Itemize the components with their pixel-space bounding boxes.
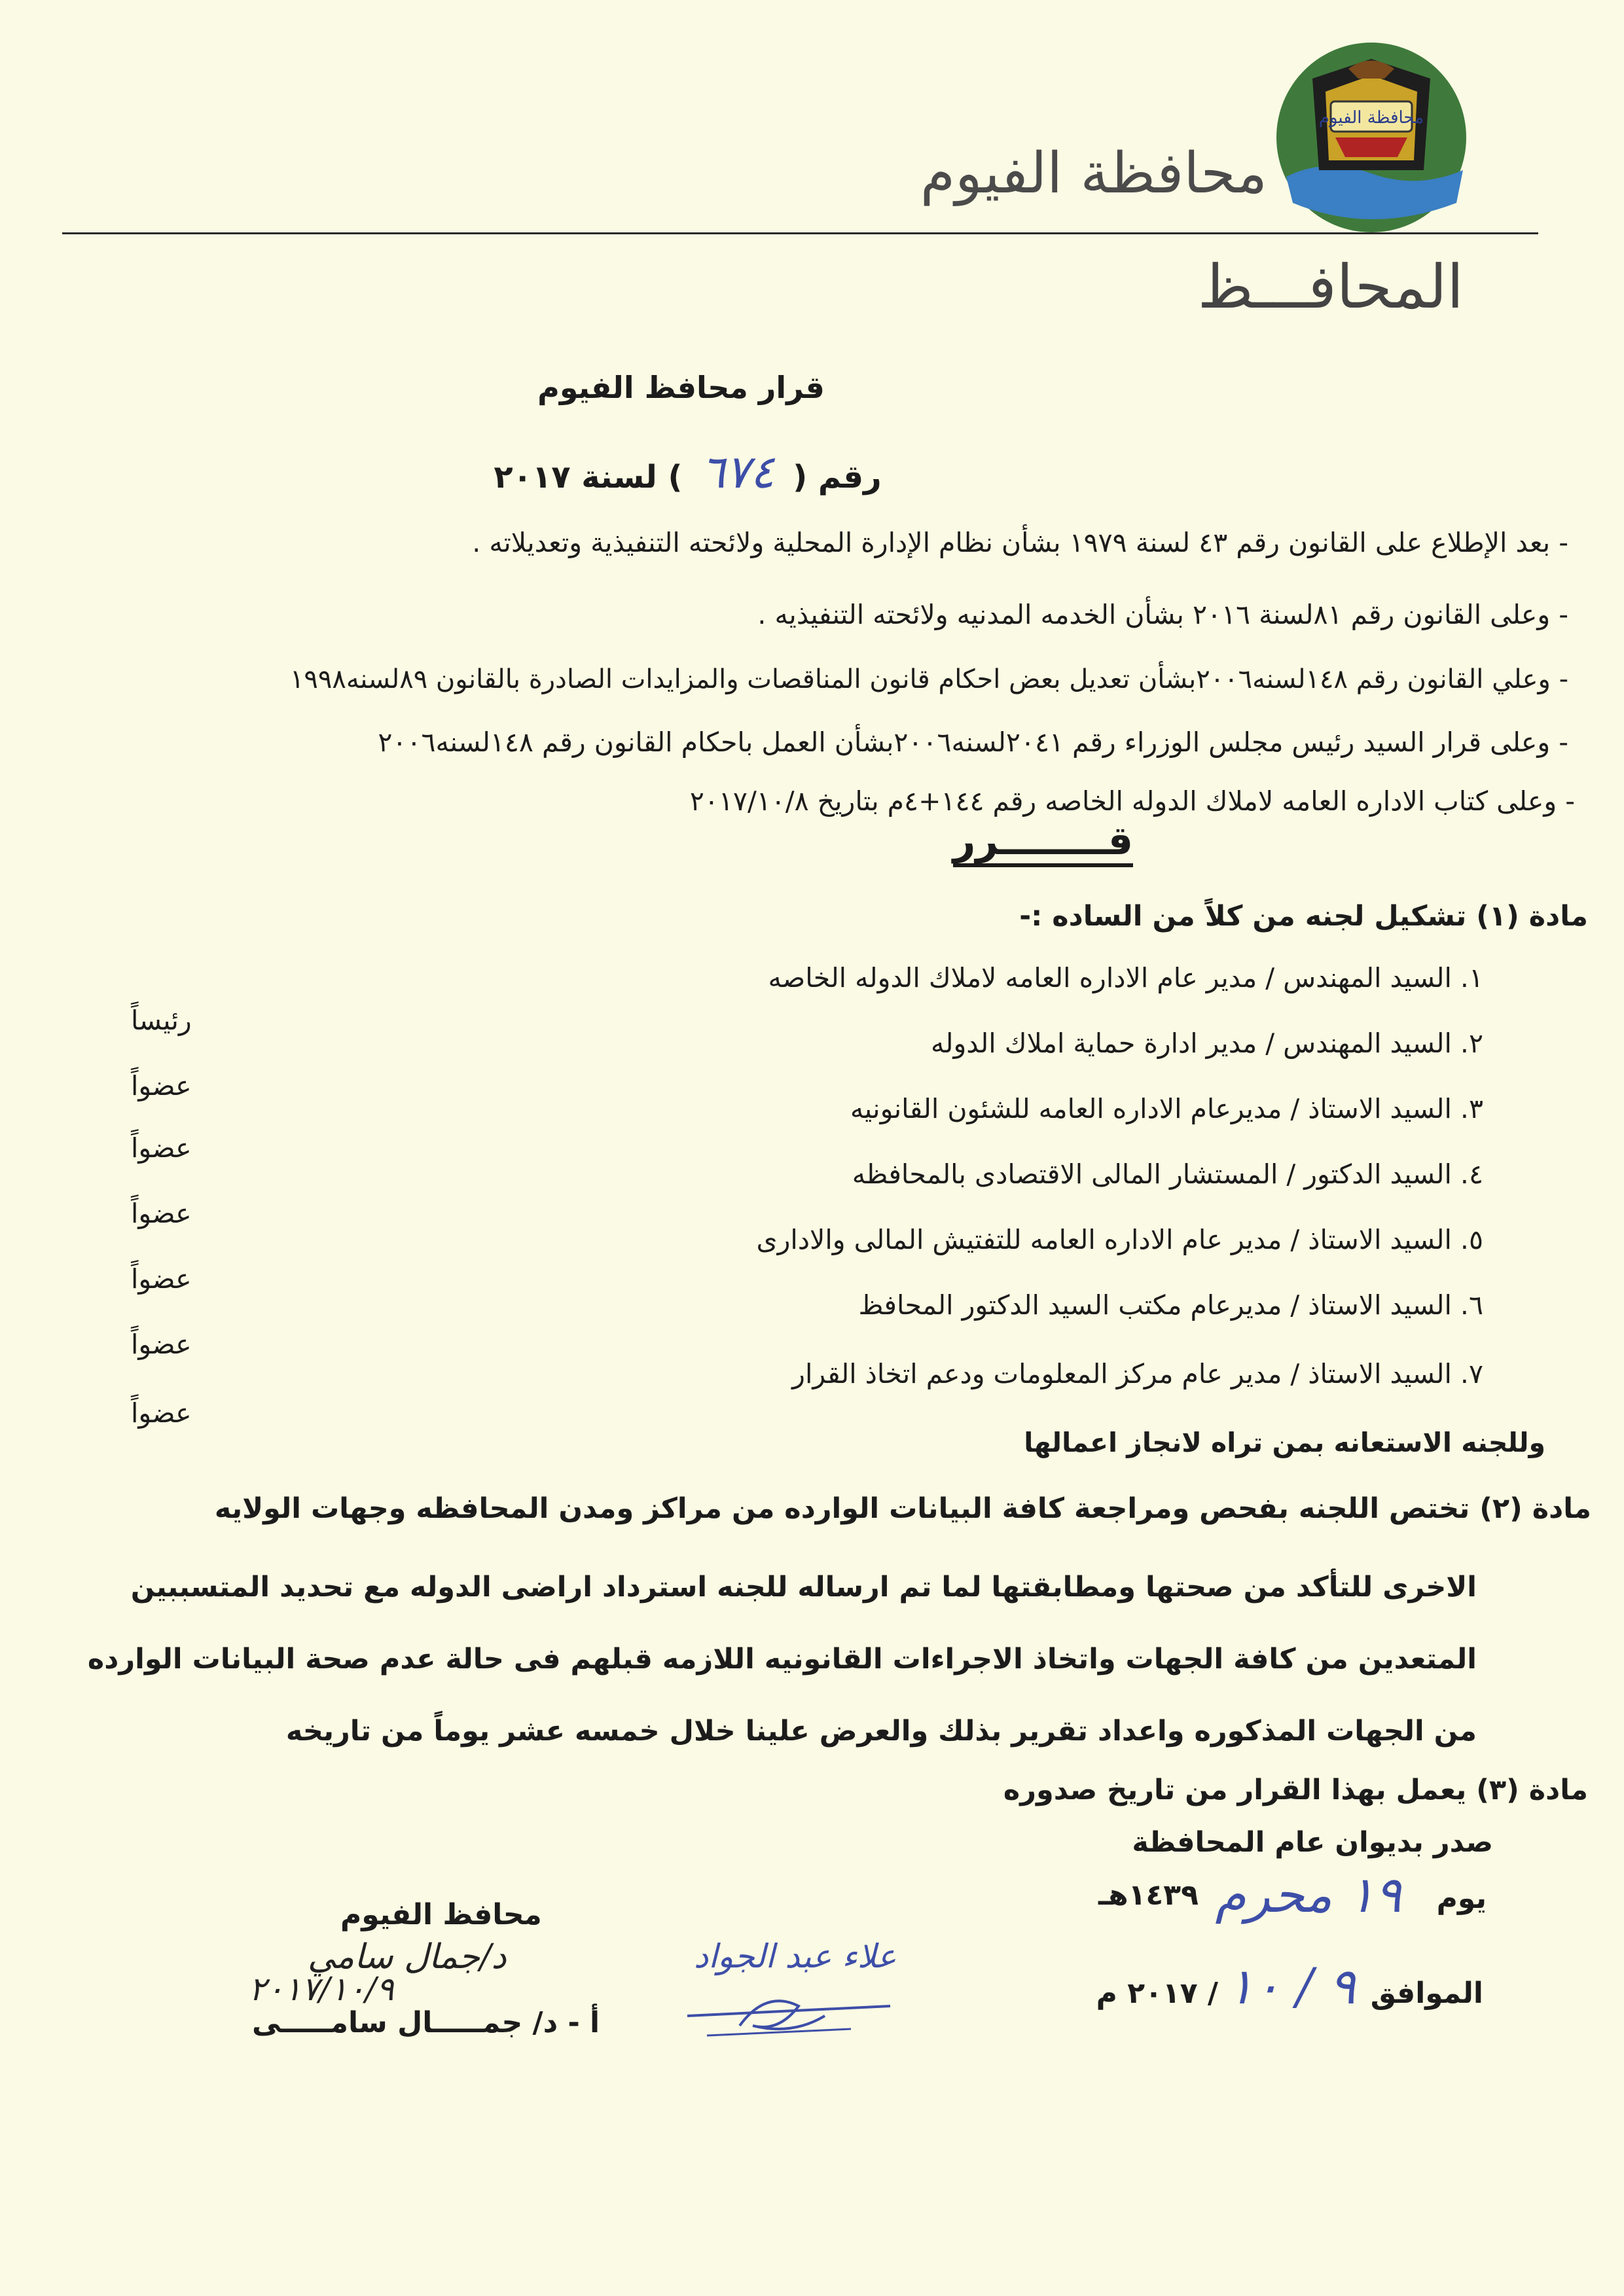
governorate-name: محافظة الفيوم [920, 141, 1267, 206]
second-signature-name: علاء عبد الجواد [694, 1937, 897, 1975]
issued-at: صدر بديوان عام المحافظة [1132, 1826, 1493, 1859]
member-3-role: عضواً [131, 1132, 192, 1164]
decision-number: ٦٧٤ [700, 445, 775, 499]
article-1-heading: مادة (١) تشكيل لجنه من كلاً من الساده :- [1019, 900, 1588, 933]
office-title: المحافـــظ [1197, 252, 1464, 322]
member-2: ٢. السيد المهندس / مدير ادارة حماية املاك الدوله [931, 1028, 1483, 1059]
article-2-line-2: الاخرى للتأكد من صحتها ومطابقتها لما تم ارساله للجنه استرداد اراضى الدوله مع تحديد المتسببين [130, 1571, 1477, 1604]
gregorian-label: الموافق [1370, 1977, 1483, 2010]
article-1-note: وللجنه الاستعانه بمن تراه لانجاز اعمالها [1024, 1427, 1545, 1458]
header-divider [62, 232, 1538, 234]
preamble-line-3: - وعلي القانون رقم ١٤٨لسنه٢٠٠٦بشأن تعديل بعض احكام قانون المناقصات والمزايدات الصادرة بالقانون ٨٩لسنه١٩٩٨ [289, 664, 1568, 694]
signatory-name-prefix: أ - د/ [532, 2006, 600, 2039]
governorate-logo [1273, 39, 1470, 236]
member-5: ٥. السيد الاستاذ / مدير عام الاداره العامه للتفتيش المالى والادارى [756, 1224, 1483, 1255]
member-6-role: عضواً [131, 1329, 192, 1360]
member-3: ٣. السيد الاستاذ / مديرعام الاداره العامه للشئون القانونيه [850, 1093, 1483, 1124]
decision-word: قــــــــرر [953, 821, 1133, 867]
member-5-role: عضواً [131, 1263, 192, 1295]
member-1: ١. السيد المهندس / مدير عام الاداره العامه لاملاك الدوله الخاصه [768, 962, 1483, 994]
article-2-line-1: مادة (٢) تختص اللجنه بفحص ومراجعة كافة البيانات الوارده من مراكز ومدن المحافظه وجهات الولايه [214, 1492, 1591, 1525]
member-7-role: عضواً [131, 1397, 192, 1429]
second-signature-scribble [681, 1970, 897, 2042]
logo-text: محافظة الفيوم [1318, 108, 1424, 128]
hijri-day-handwritten: ١٩ محرم [1215, 1865, 1401, 1924]
hijri-year: ١٤٣٩هـ [1098, 1878, 1199, 1912]
preamble-line-1: - بعد الإطلاع على القانون رقم ٤٣ لسنة ١٩٧٩ بشأن نظام الإدارة المحلية ولائحته التنفيذية وتعديلاته . [472, 527, 1568, 558]
signatory-name: جمـــــال سامـــــى [252, 2006, 523, 2039]
article-3-text: مادة (٣) يعمل بهذا القرار من تاريخ صدوره [1003, 1774, 1588, 1806]
day-label: يوم [1436, 1882, 1487, 1915]
member-6: ٦. السيد الاستاذ / مديرعام مكتب السيد الدكتور المحافظ [858, 1289, 1483, 1321]
member-1-role: رئيساً [131, 1005, 192, 1036]
member-4-role: عضواً [131, 1198, 192, 1229]
decision-title: قرار محافظ الفيوم [537, 370, 825, 405]
preamble-line-4: - وعلى قرار السيد رئيس مجلس الوزراء رقم ٢٠٤١لسنه٢٠٠٦بشأن العمل باحكام القانون رقم ١٤٨لسنه٢٠٠٦ [378, 726, 1568, 758]
decision-number-line [0, 445, 1624, 499]
member-7: ٧. السيد الاستاذ / مدير عام مركز المعلومات ودعم اتخاذ القرار [792, 1358, 1483, 1390]
number-prefix: رقم ( [793, 459, 882, 495]
article-2-line-3: المتعدين من كافة الجهات واتخاذ الاجراءات القانونيه اللازمه قبلهم فى حالة عدم صحة البيانات الوارده [87, 1643, 1477, 1676]
signatory-name-line [252, 2006, 600, 2039]
preamble-line-2: - وعلى القانون رقم ٨١لسنة ٢٠١٦ بشأن الخدمه المدنيه ولائحته التنفيذيه . [757, 599, 1568, 630]
handwritten-signature: د/جمال سامي [308, 1937, 507, 1977]
article-2-line-4: من الجهات المذكوره واعداد تقرير بذلك والعرض علينا خلال خمسه عشر يوماً من تاريخه [285, 1715, 1477, 1748]
member-4: ٤. السيد الدكتور / المستشار المالى الاقتصادى بالمحافظه [852, 1158, 1483, 1190]
handwritten-date: ٢٠١٧/١٠/٩ [249, 1970, 394, 2008]
member-2-role: عضواً [131, 1070, 192, 1102]
gregorian-date-handwritten: ٩ / ١٠ [1227, 1957, 1356, 2015]
preamble-line-5: - وعلى كتاب الاداره العامه لاملاك الدوله الخاصه رقم ١٤٤+٤م بتاريخ ٢٠١٧/١٠/٨ [689, 785, 1575, 817]
signatory-title: محافظ الفيوم [340, 1898, 542, 1931]
number-suffix: ) لسنة ٢٠١٧ [494, 459, 683, 495]
gregorian-year: / ٢٠١٧ م [1096, 1977, 1218, 2010]
